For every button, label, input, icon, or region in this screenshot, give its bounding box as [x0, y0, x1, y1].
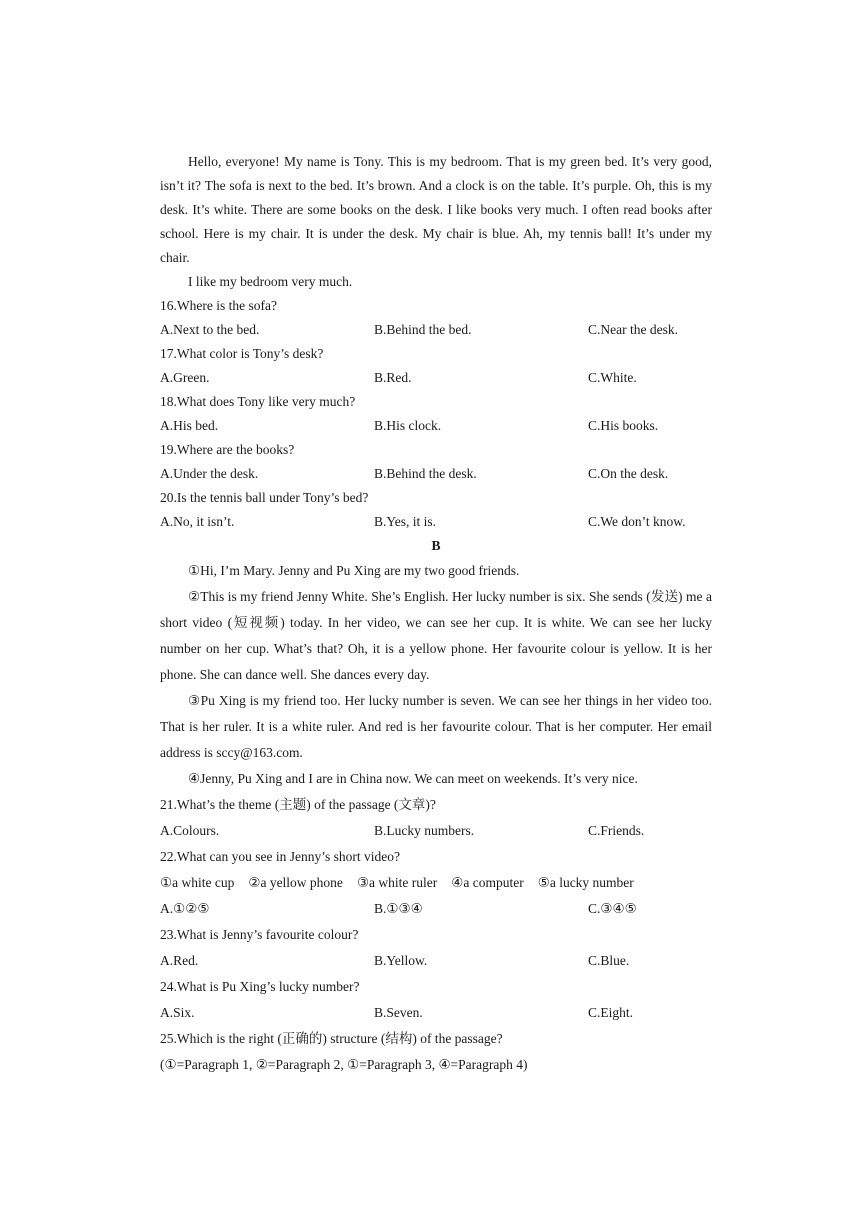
option-c: C.His books. [588, 418, 659, 433]
section-heading-b: B [431, 538, 441, 553]
option-b: B.Yes, it is. [374, 514, 437, 529]
option-c: C.We don’t know. [588, 514, 686, 529]
option-b: B.Lucky numbers. [374, 823, 475, 838]
option-c: C.Eight. [588, 1005, 634, 1020]
passage-a-paragraph-1: Hello, everyone! My name is Tony. This is my bedroom. That is my green bed. It’s very good, isn’t it? The sofa is next to the bed. It’s brown. And a clock is on the table. It’s purple. Oh, this is my desk. It’s white. There are some books on the desk. I like books very much. I often read books after school. Here is my chair. It is under the desk. My chair is blue. Ah, my tennis ball! It’s under my chair. [160, 154, 712, 265]
option-a: A.No, it isn’t. [160, 514, 235, 529]
question-24 [160, 974, 712, 1026]
question-text: 25.Which is the right (正确的) structure (结构) of the passage? [160, 1031, 503, 1046]
item: ④a computer [451, 875, 524, 890]
option-b: B.Behind the desk. [374, 466, 477, 481]
option-a: A.①②⑤ [160, 901, 210, 916]
question-16 [160, 294, 712, 342]
option-c: C.On the desk. [588, 466, 669, 481]
item-list [160, 870, 712, 896]
answer-options [160, 318, 712, 342]
option-a: A.Under the desk. [160, 466, 259, 481]
option-b: B.①③④ [374, 901, 423, 916]
question-text: 24.What is Pu Xing’s lucky number? [160, 979, 360, 994]
option-c: C.Near the desk. [588, 322, 678, 337]
answer-options [160, 896, 712, 922]
question-text: 22.What can you see in Jenny’s short video? [160, 849, 400, 864]
option-a: A.Colours. [160, 823, 220, 838]
question-text: 19.Where are the books? [160, 442, 295, 457]
passage-b-paragraph-2: ②This is my friend Jenny White. She’s English. Her lucky number is six. She sends (发送) me a short video (短视频) today. In her video, we can see her cup. It is white. We can see her lucky number on her cup. What’s that? Oh, it is a yellow phone. Her favourite colour is yellow. It is her phone. She can dance well. She dances every day. [160, 589, 712, 682]
answer-options [160, 818, 712, 844]
answer-options [160, 1000, 712, 1026]
question-text: 17.What color is Tony’s desk? [160, 346, 324, 361]
question-note: (①=Paragraph 1, ②=Paragraph 2, ①=Paragraph 3, ④=Paragraph 4) [160, 1057, 528, 1072]
option-c: C.Friends. [588, 823, 645, 838]
option-c: C.Blue. [588, 953, 630, 968]
question-17 [160, 342, 712, 390]
item: ⑤a lucky number [537, 875, 634, 890]
option-a: A.Next to the bed. [160, 322, 260, 337]
option-b: B.Red. [374, 370, 412, 385]
option-b: B.Seven. [374, 1005, 423, 1020]
question-text: 18.What does Tony like very much? [160, 394, 356, 409]
question-text: 21.What’s the theme (主题) of the passage (文章)? [160, 797, 436, 812]
passage-b-paragraph-3: ③Pu Xing is my friend too. Her lucky number is seven. We can see her things in her video too. That is her ruler. It is a white ruler. And red is her favourite colour. That is her computer. Her email address is sccy@163.com. [160, 693, 712, 760]
question-18 [160, 390, 712, 438]
question-21 [160, 792, 712, 844]
answer-options [160, 462, 712, 486]
answer-options [160, 510, 712, 534]
question-23 [160, 922, 712, 974]
option-c: C.③④⑤ [588, 901, 637, 916]
question-text: 16.Where is the sofa? [160, 298, 277, 313]
answer-options [160, 948, 712, 974]
option-a: A.His bed. [160, 418, 219, 433]
option-a: A.Red. [160, 953, 199, 968]
question-25 [160, 1026, 712, 1078]
option-c: C.White. [588, 370, 637, 385]
question-20 [160, 486, 712, 534]
item: ③a white ruler [356, 875, 438, 890]
passage-a-paragraph-2: I like my bedroom very much. [188, 274, 353, 289]
question-22 [160, 844, 712, 922]
answer-options [160, 414, 712, 438]
item: ①a white cup [160, 875, 235, 890]
question-19 [160, 438, 712, 486]
passage-b-paragraph-4: ④Jenny, Pu Xing and I are in China now. We can meet on weekends. It’s very nice. [188, 771, 638, 786]
option-a: A.Green. [160, 370, 210, 385]
document-content [160, 150, 712, 1078]
option-a: A.Six. [160, 1005, 195, 1020]
answer-options [160, 366, 712, 390]
passage-b-paragraph-1: ①Hi, I’m Mary. Jenny and Pu Xing are my two good friends. [188, 563, 520, 578]
question-text: 23.What is Jenny’s favourite colour? [160, 927, 359, 942]
option-b: B.Behind the bed. [374, 322, 472, 337]
option-b: B.Yellow. [374, 953, 428, 968]
item: ②a yellow phone [248, 875, 343, 890]
question-text: 20.Is the tennis ball under Tony’s bed? [160, 490, 369, 505]
option-b: B.His clock. [374, 418, 442, 433]
